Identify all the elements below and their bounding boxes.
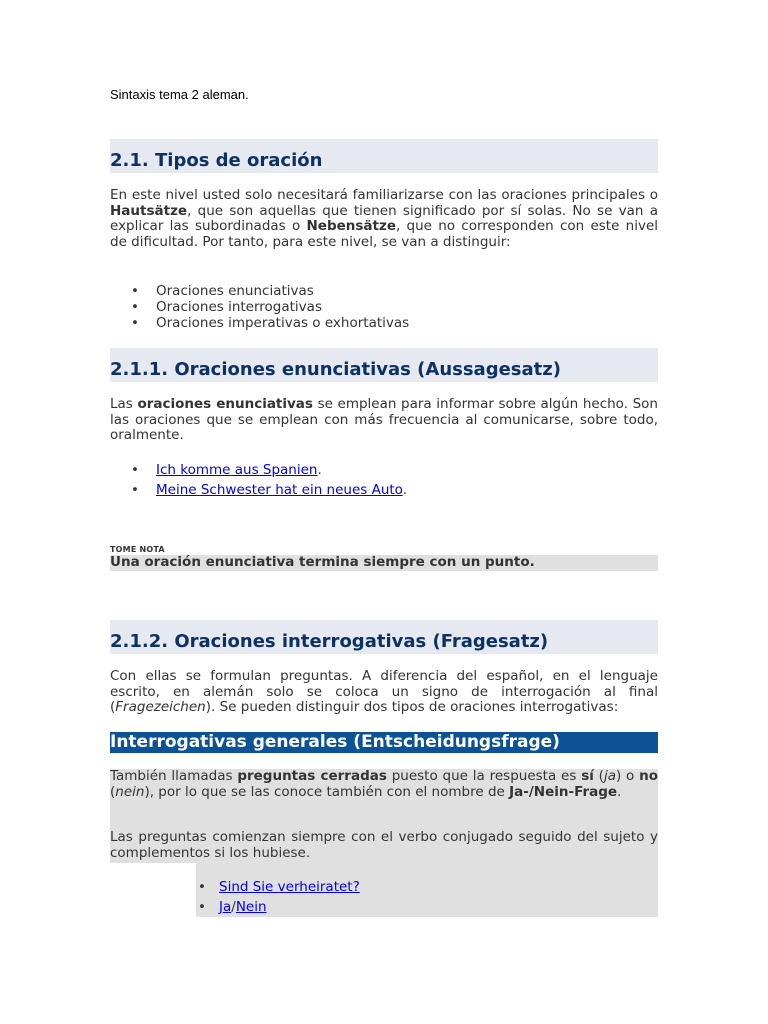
section-heading-band — [110, 139, 658, 173]
term-oraciones-enunciativas: oraciones enunciativas — [137, 396, 313, 412]
text-run: ( — [110, 783, 116, 800]
list-item: • Oraciones enunciativas — [110, 283, 409, 299]
term-si: sí — [581, 768, 594, 784]
cerradas-paragraph — [110, 769, 658, 800]
term-nebensaetze: Nebensätze — [306, 218, 396, 234]
text-run: También llamadas — [110, 768, 238, 784]
text-run: ) o — [615, 768, 640, 784]
question-example-list — [196, 877, 360, 917]
text-run: , que son aquellas que tienen significado por sí solas. No se van a explicar las subordinadas o — [110, 202, 658, 234]
section-heading-2-1-2: 2.1.2. Oraciones interrogativas (Fragesatz) — [110, 631, 549, 652]
example-link-auto[interactable]: Meine Schwester hat ein neues Auto — [156, 482, 403, 498]
document-title: Sintaxis tema 2 aleman. — [110, 87, 249, 102]
section-heading-2-1-1: 2.1.1. Oraciones enunciativas (Aussagesatz) — [110, 359, 561, 380]
example-block — [196, 863, 658, 917]
separator: / — [231, 899, 236, 915]
term-ja: ja — [603, 768, 616, 784]
answer-link-nein[interactable]: Nein — [235, 899, 267, 915]
list-item: • Oraciones interrogativas — [110, 299, 409, 315]
term-fragezeichen: Fragezeichen — [115, 699, 206, 715]
text-run: Con ellas se formulan preguntas. A diferencia del español, en el lenguaje escrito, en alemán solo se coloca un signo de interrogación al final ( — [110, 668, 658, 715]
list-item — [196, 877, 360, 897]
section-heading-2-1: 2.1. Tipos de oración — [110, 150, 323, 171]
note-label: TOME NOTA — [110, 545, 165, 554]
term-hautsaetze: Hautsätze — [110, 202, 188, 219]
punctuation: . — [402, 482, 407, 498]
verb-order-paragraph: Las preguntas comienzan siempre con el verbo conjugado seguido del sujeto y complementos si los hubiese. — [110, 829, 658, 861]
section-heading-band — [110, 348, 658, 382]
subheading-generales: Interrogativas generales (Entscheidungsfrage) — [110, 732, 658, 753]
text-run: ), por lo que se las conoce también con el nombre de — [144, 783, 510, 800]
term-no: no — [639, 768, 659, 784]
list-item — [110, 460, 407, 480]
note-box: Una oración enunciativa termina siempre con un punto. — [110, 555, 658, 571]
highlight-block — [110, 769, 658, 863]
section-heading-band — [110, 620, 658, 654]
term-ja-nein-frage: Ja-/Nein-Frage — [509, 783, 618, 800]
text-run: , que no corresponden con este nivel de dificultad. Por tanto, para este nivel, se van a distinguir: — [110, 218, 658, 250]
enunciativas-paragraph — [110, 397, 658, 444]
term-nein: nein — [115, 783, 145, 800]
text-run: . — [617, 783, 622, 800]
list-item — [110, 480, 407, 500]
example-link-verheiratet[interactable]: Sind Sie verheiratet? — [219, 879, 360, 895]
sentence-types-list — [110, 283, 409, 331]
text-run: puesto que la respuesta es — [386, 768, 582, 784]
punctuation: . — [317, 462, 322, 478]
text-run: se emplean para informar sobre algún hecho. Son las oraciones que se emplean con más frecuencia al comunicarse, sobre todo, oralmente. — [110, 396, 658, 443]
interrogativas-paragraph — [110, 669, 658, 716]
answer-link-ja[interactable]: Ja — [219, 899, 232, 915]
list-item: • Oraciones imperativas o exhortativas — [110, 315, 409, 331]
example-links-list — [110, 460, 407, 500]
intro-paragraph — [110, 188, 658, 250]
example-link-spanien[interactable]: Ich komme aus Spanien — [156, 462, 318, 478]
list-item — [196, 897, 360, 917]
text-run: Las — [110, 396, 138, 412]
text-run: ). Se pueden distinguir dos tipos de oraciones interrogativas: — [205, 699, 619, 715]
text-run: ( — [593, 768, 604, 784]
text-run: En este nivel usted solo necesitará familiarizarse con las oraciones principales o — [110, 187, 658, 203]
term-preguntas-cerradas: preguntas cerradas — [237, 768, 387, 784]
